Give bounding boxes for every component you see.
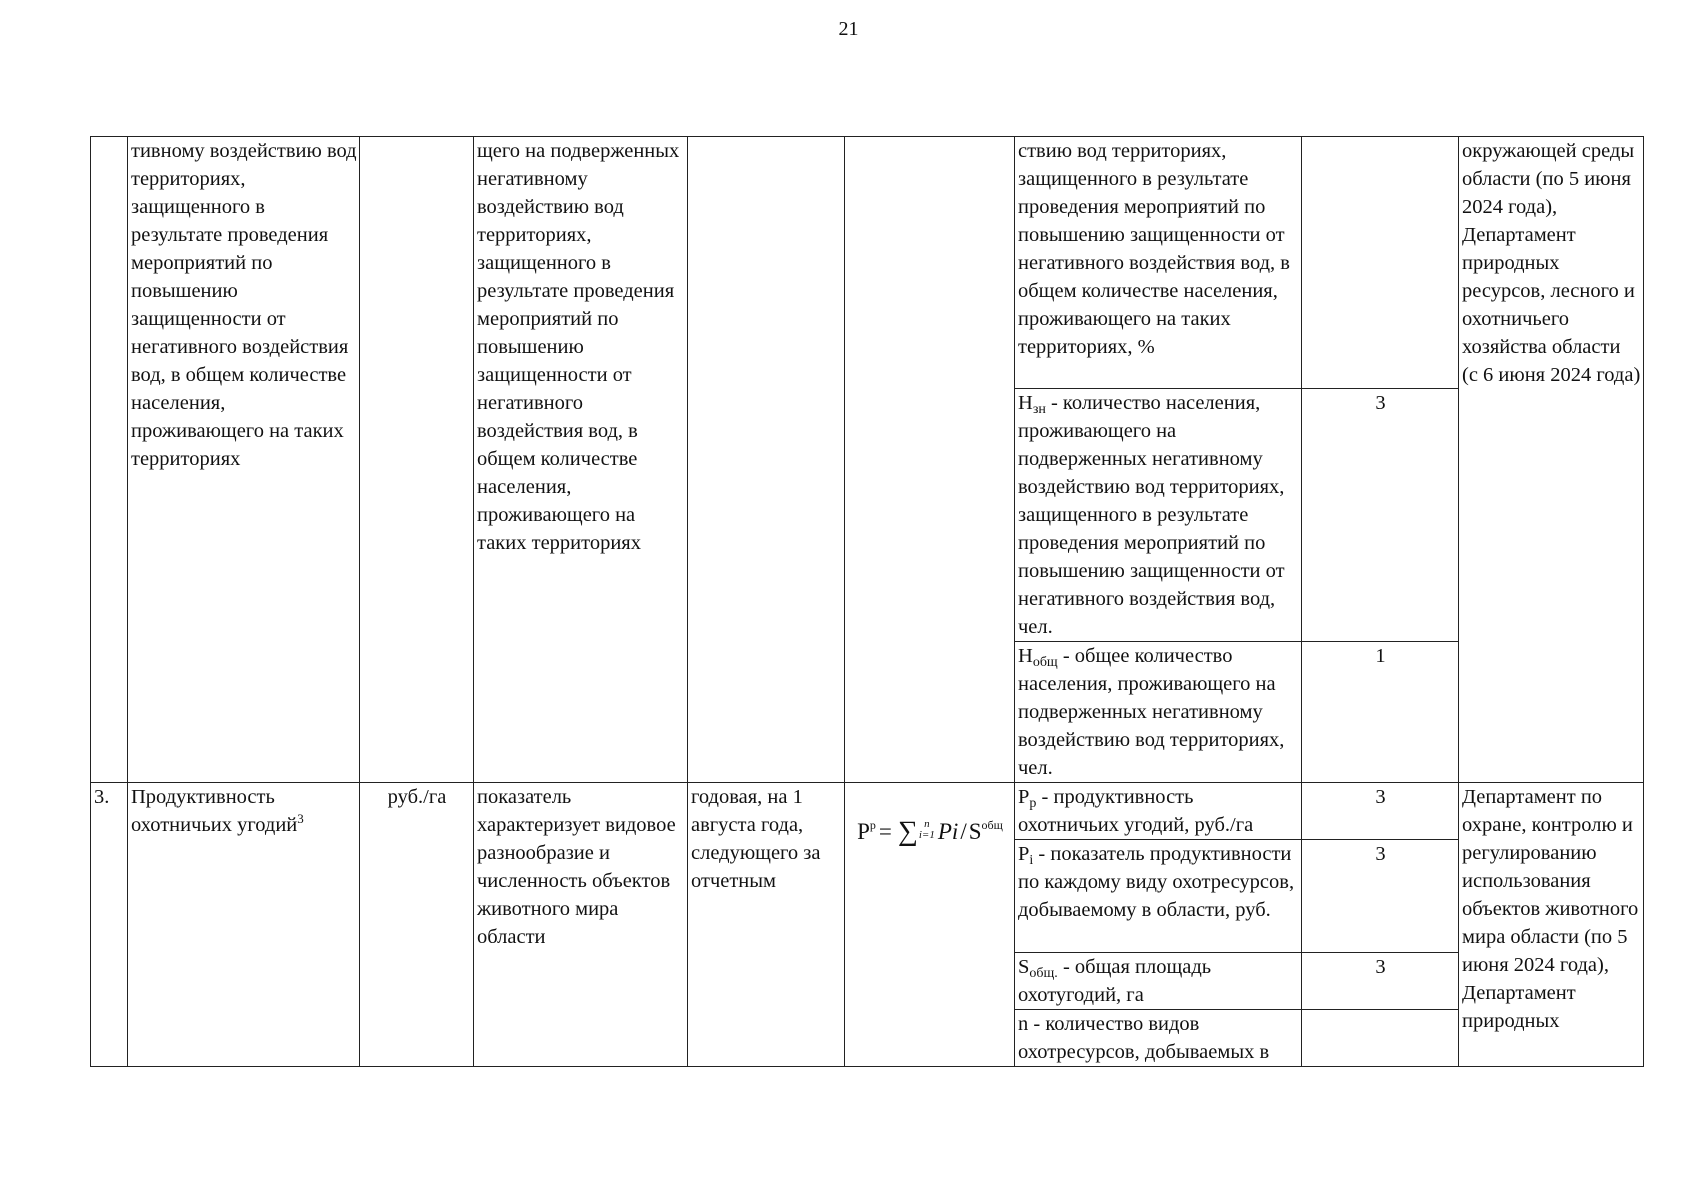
cell-variable-code: 3 (1302, 389, 1459, 642)
table-row-3 (91, 783, 1644, 840)
cell-number: 3. (91, 783, 128, 1067)
variable-symbol-sub: i (1029, 853, 1034, 868)
variable-symbol: S (1018, 956, 1030, 978)
formula-term: Pi (937, 819, 959, 844)
formula-denominator-sub: общ (981, 818, 1003, 832)
indicators-table (90, 136, 1644, 1067)
cell-variable-code (1302, 1010, 1459, 1067)
cell-variable-code: 1 (1302, 642, 1459, 783)
variable-symbol-sub: p (1029, 796, 1037, 811)
variable-text: - продуктивность охотничьих угодий, руб./га (1018, 786, 1254, 836)
sum-lower: i=1 (918, 829, 935, 841)
cell-variable (1015, 642, 1302, 783)
formula-lhs-sub: p (869, 818, 876, 832)
page-number: 21 (838, 18, 859, 40)
cell-definition: щего на подверженных негативному воздействию вод территориях, защищенного в результате проведения мероприятий по повышению защищенности от негативного воздействия вод, в общем количестве населения, проживающего на таких территориях (474, 137, 688, 783)
variable-text: - показатель продуктивности по каждому виду охотресурсов, добываемому в области, руб. (1018, 843, 1295, 921)
variable-symbol-sub: общ. (1029, 966, 1058, 981)
cell-variable-code: 3 (1302, 953, 1459, 1010)
cell-variable-code: 3 (1302, 840, 1459, 953)
cell-variable (1015, 389, 1302, 642)
cell-variable (1015, 783, 1302, 840)
cell-formula (845, 783, 1015, 1067)
productivity-formula (857, 816, 1003, 847)
variable-symbol: P (1018, 786, 1030, 808)
variable-symbol-sub: общ (1032, 655, 1058, 670)
sum-limits (919, 819, 935, 841)
sigma-icon: ∑ (897, 816, 918, 847)
variable-symbol: Н (1018, 392, 1033, 414)
formula-divide: / (960, 819, 967, 844)
formula-denominator: S (968, 819, 982, 844)
variable-text: - общее количество населения, проживающего на подверженных негативному воздействию вод территориях, чел. (1018, 645, 1285, 779)
cell-variable-code (1302, 137, 1459, 389)
cell-responsible: Департамент по охране, контролю и регулированию использования объектов животного мира области (по 5 июня 2024 года), Департамент природных (1459, 783, 1644, 1067)
cell-number (91, 137, 128, 783)
formula-equals: = (878, 819, 892, 844)
cell-unit (360, 137, 474, 783)
cell-variable-code: 3 (1302, 783, 1459, 840)
cell-formula (845, 137, 1015, 783)
cell-indicator-name: тивному воздействию вод территориях, защищенного в результате проведения мероприятий по повышению защищенности от негативного воздействия вод, в общем количестве населения, проживающего на таких территориях (128, 137, 360, 783)
cell-definition: показатель характеризует видовое разнообразие и численность объектов животного мира области (474, 783, 688, 1067)
indicator-name-text: Продуктивность охотничьих угодий (131, 786, 298, 836)
variable-symbol: Н (1018, 645, 1033, 667)
variable-text: - количество населения, проживающего на подверженных негативному воздействию вод территориях, защищенного в результате проведения мероприятий по повышению защищенности от негативного воздействия вод, чел. (1018, 392, 1285, 638)
sum-upper: n (924, 818, 930, 830)
variable-text: - общая площадь охотугодий, га (1018, 956, 1212, 1006)
variable-symbol-sub: зн (1032, 402, 1046, 417)
variable-symbol: P (1018, 843, 1030, 865)
formula-lhs: P (857, 819, 870, 844)
cell-unit: руб./га (360, 783, 474, 1067)
cell-variable: ствию вод территориях, защищенного в результате проведения мероприятий по повышению защищенности от негативного воздействия вод, в общем количестве населения, проживающего на таких территориях, % (1015, 137, 1302, 389)
cell-period (688, 137, 845, 783)
cell-indicator-name (128, 783, 360, 1067)
cell-period: годовая, на 1 августа года, следующего за отчетным (688, 783, 845, 1067)
cell-variable (1015, 840, 1302, 953)
table-row-continuation (91, 137, 1644, 389)
cell-variable: n - количество видов охотресурсов, добываемых в (1015, 1010, 1302, 1067)
sum-operator (897, 816, 935, 847)
cell-variable (1015, 953, 1302, 1010)
footnote-marker: 3 (297, 811, 304, 826)
cell-responsible: окружающей среды области (по 5 июня 2024 года), Департамент природных ресурсов, лесного и охотничьего хозяйства области (с 6 июня 2024 года) (1459, 137, 1644, 783)
